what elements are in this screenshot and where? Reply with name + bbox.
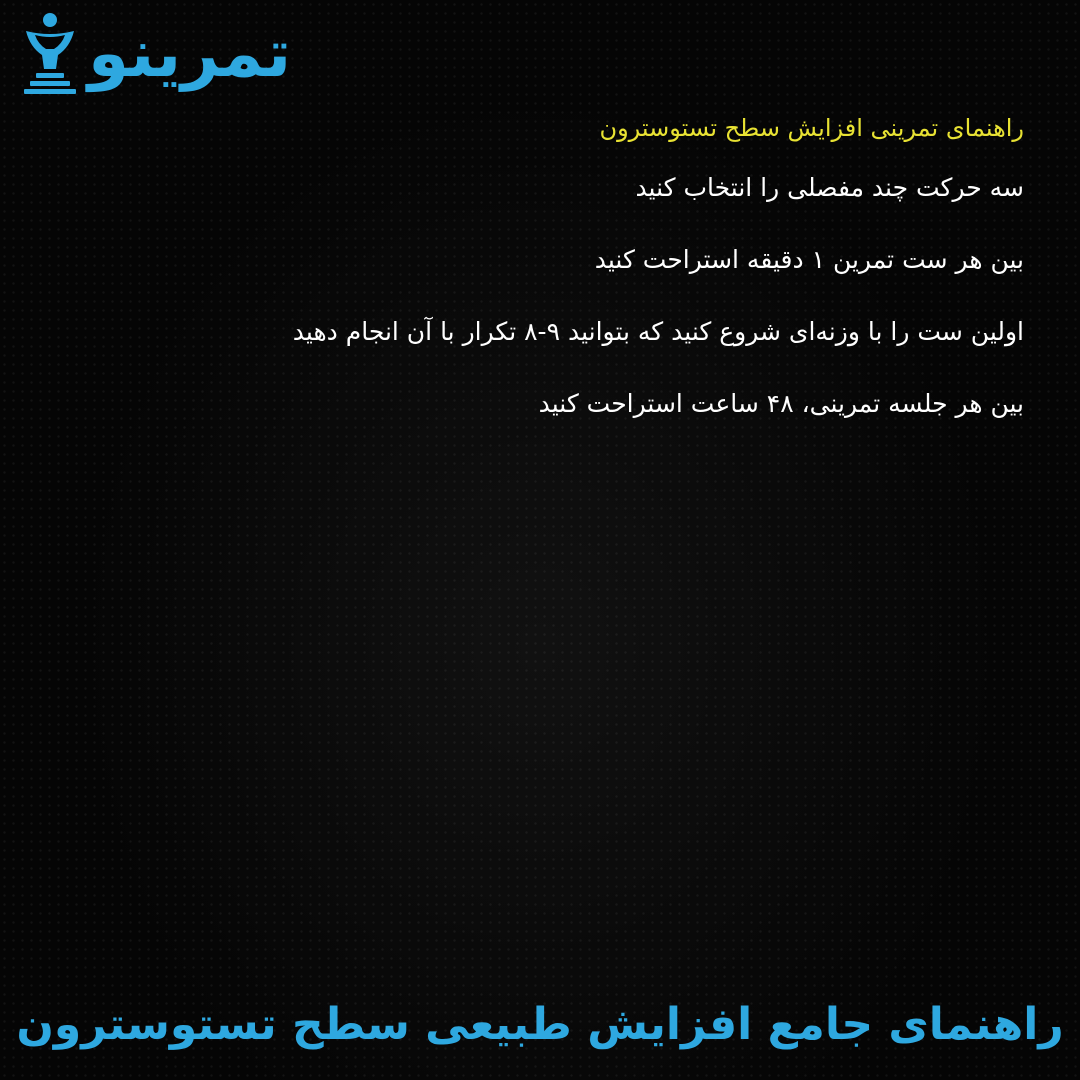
footer-title: راهنمای جامع افزایش طبیعی سطح تستوسترون [16,999,1064,1050]
tip-item: بین هر جلسه تمرینی، ۴۸ ساعت استراحت کنید [538,389,1024,418]
tip-item: اولین ست را با وزنه‌ای شروع کنید که بتوانید ۹-۸ تکرار با آن انجام دهید [292,317,1024,346]
trophy-cup-icon [18,11,82,97]
tip-item: بین هر ست تمرین ۱ دقیقه استراحت کنید [594,245,1024,274]
tips-panel [124,108,1024,456]
panel-heading: راهنمای تمرینی افزایش سطح تستوسترون [599,114,1024,142]
brand-name: تمرینو [88,15,292,92]
brand-logo [18,8,438,100]
tip-item: سه حرکت چند مفصلی را انتخاب کنید [635,173,1024,202]
